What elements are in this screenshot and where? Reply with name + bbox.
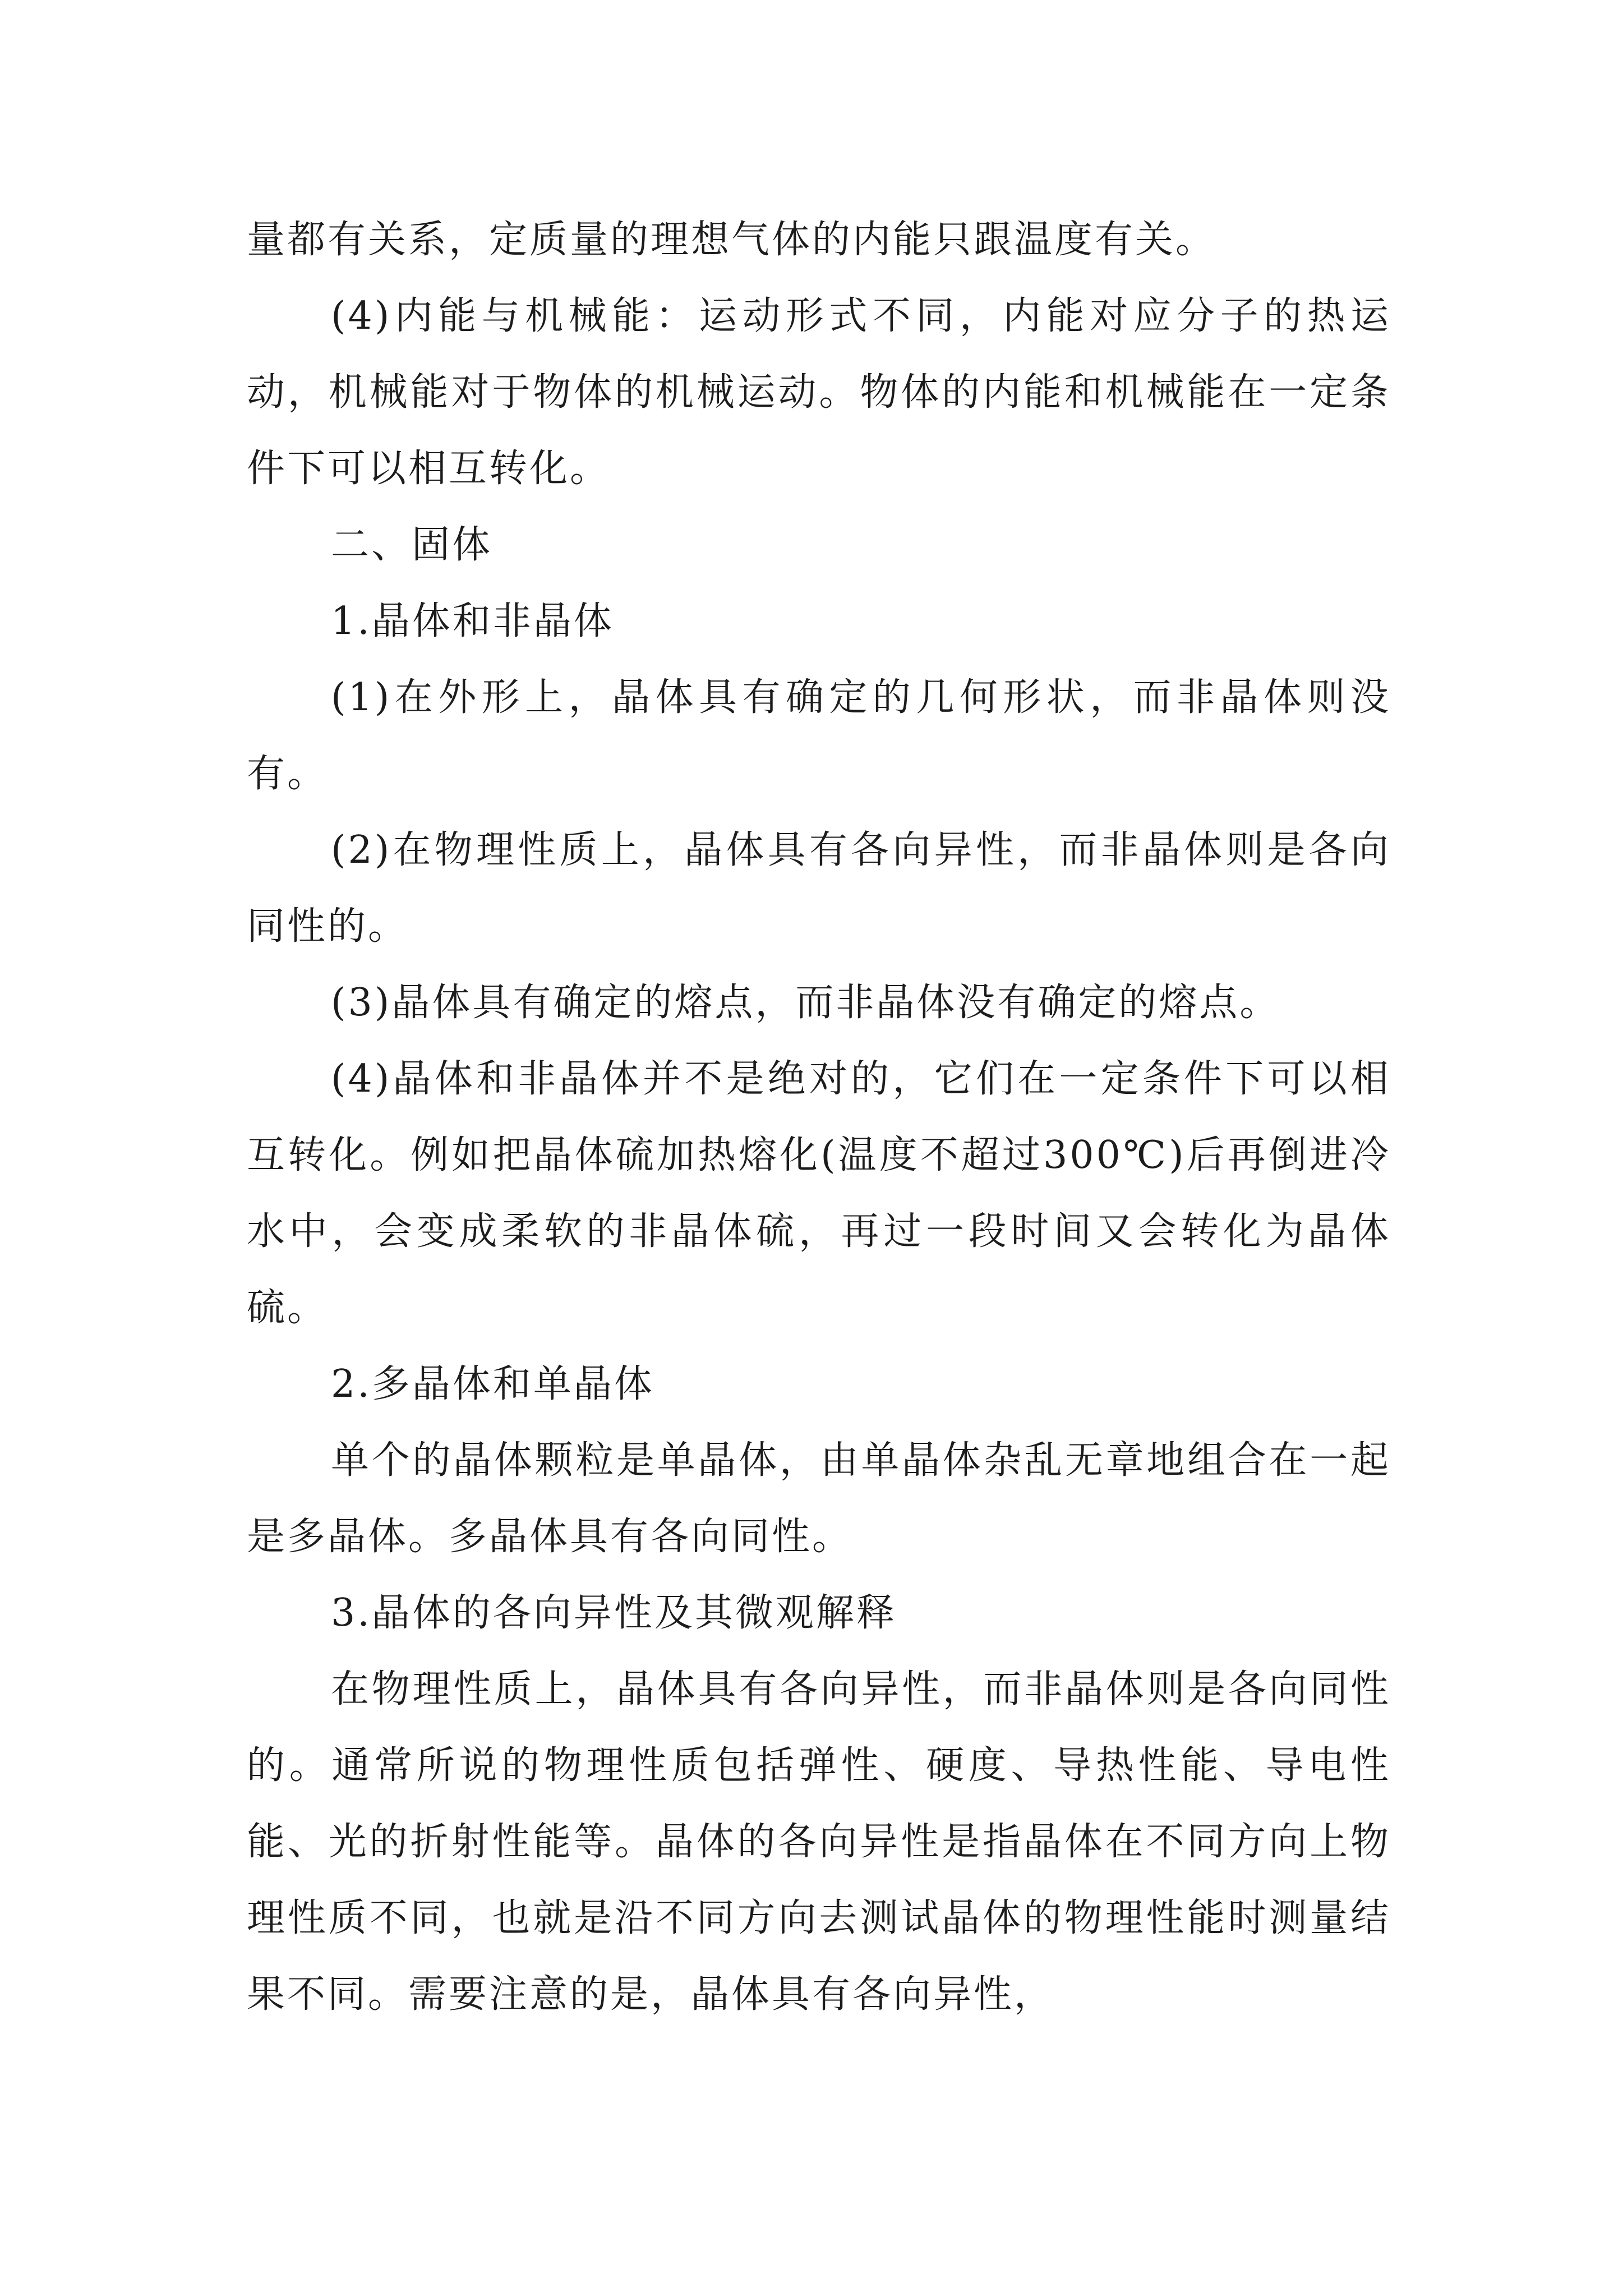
paragraph-continuation: 量都有关系，定质量的理想气体的内能只跟温度有关。 [247,218,1216,262]
paragraph-anisotropy-explanation: 在物理性质上，晶体具有各向异性，而非晶体则是各向同性的。通常所说的物理性质包括弹性、硬度、导热性能、导电性能、光的折射性能等。晶体的各向异性是指晶体在不同方向上物理性质不同，也就是沿不同方向去测试晶体的物理性能时测量结果不同。需要注意的是，晶体具有各向异性， [247,1667,1391,2017]
paragraph-melting-point: (3)晶体具有确定的熔点，而非晶体没有确定的熔点。 [331,981,1280,1025]
paragraph-physical-properties: (2)在物理性质上，晶体具有各向异性，而非晶体则是各向同性的。 [247,828,1391,949]
paragraph-mutual-conversion: (4)晶体和非晶体并不是绝对的，它们在一定条件下可以相互转化。例如把晶体硫加热熔化(温度不超过300℃)后再倒进冷水中，会变成柔软的非晶体硫，再过一段时间又会转化为晶体硫。 [247,1057,1391,1330]
paragraph-shape: (1)在外形上，晶体具有确定的几何形状，而非晶体则没有。 [247,675,1391,796]
paragraph-internal-vs-mechanical-energy: (4)内能与机械能：运动形式不同，内能对应分子的热运动，机械能对于物体的机械运动。物体的内能和机械能在一定条件下可以相互转化。 [247,294,1391,491]
document-body [247,202,1391,2033]
paragraph-polycrystal: 单个的晶体颗粒是单晶体，由单晶体杂乱无章地组合在一起是多晶体。多晶体具有各向同性。 [247,1438,1391,1559]
subheading-crystal-and-amorphous: 1.晶体和非晶体 [331,599,614,643]
subheading-polycrystal-and-single-crystal: 2.多晶体和单晶体 [331,1362,654,1406]
section-heading-solids: 二、固体 [331,523,493,567]
subheading-anisotropy: 3.晶体的各向异性及其微观解释 [331,1591,897,1635]
